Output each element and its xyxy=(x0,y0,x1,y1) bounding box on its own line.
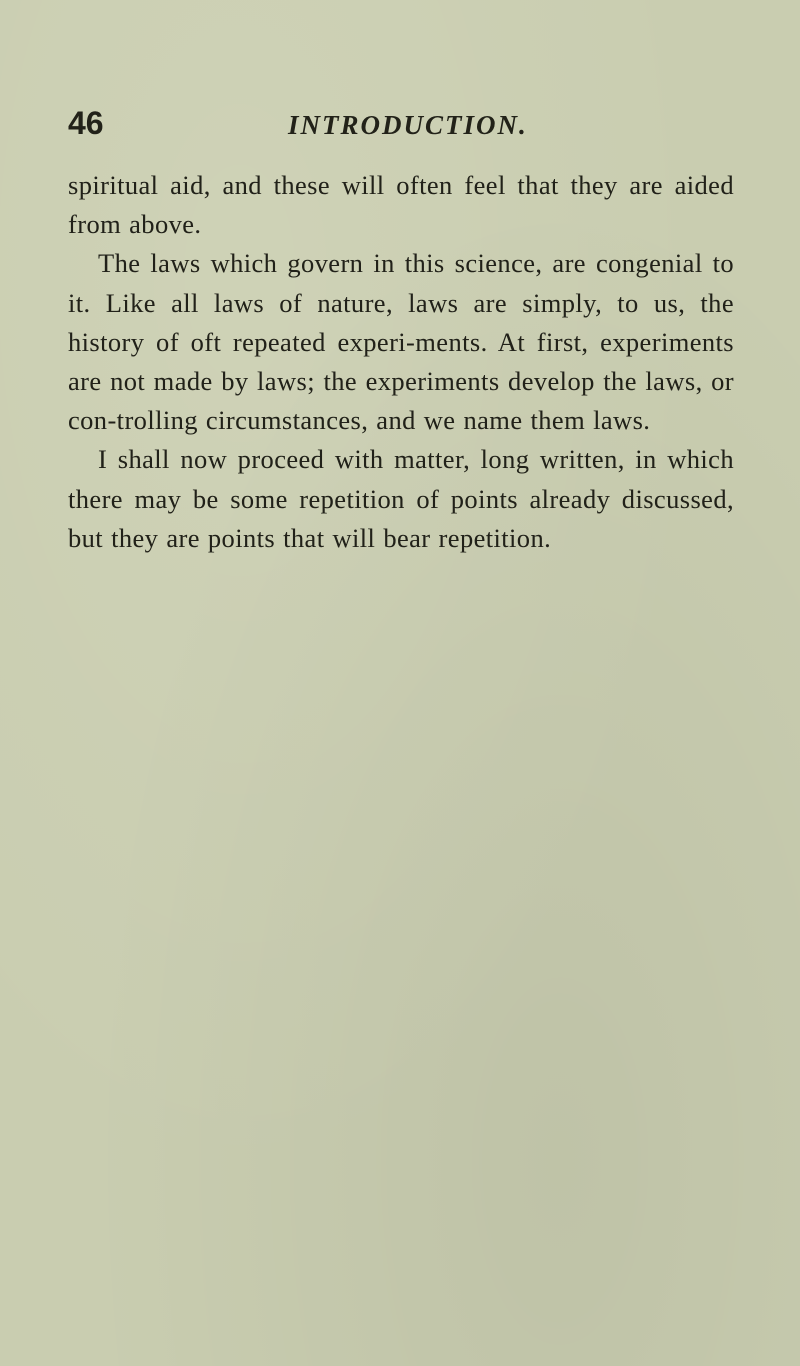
body-text xyxy=(68,166,734,558)
paragraph-proceed: I shall now proceed with matter, long written, in which there may be some repetition of points already discussed, but they are points that will bear repetition. xyxy=(68,444,734,553)
paragraph-laws: The laws which govern in this science, are congenial to it. Like all laws of nature, laws are simply, to us, the history of oft repeated experi-ments. At first, experiments are not made by laws; the experiments develop the laws, or con-trolling circumstances, and we name them laws. xyxy=(68,248,734,436)
running-head: INTRODUCTION. xyxy=(288,110,528,140)
page-header xyxy=(68,103,734,143)
page-number: 46 xyxy=(68,105,104,141)
paragraph-continued: spiritual aid, and these will often feel that they are aided from above. xyxy=(68,170,734,240)
